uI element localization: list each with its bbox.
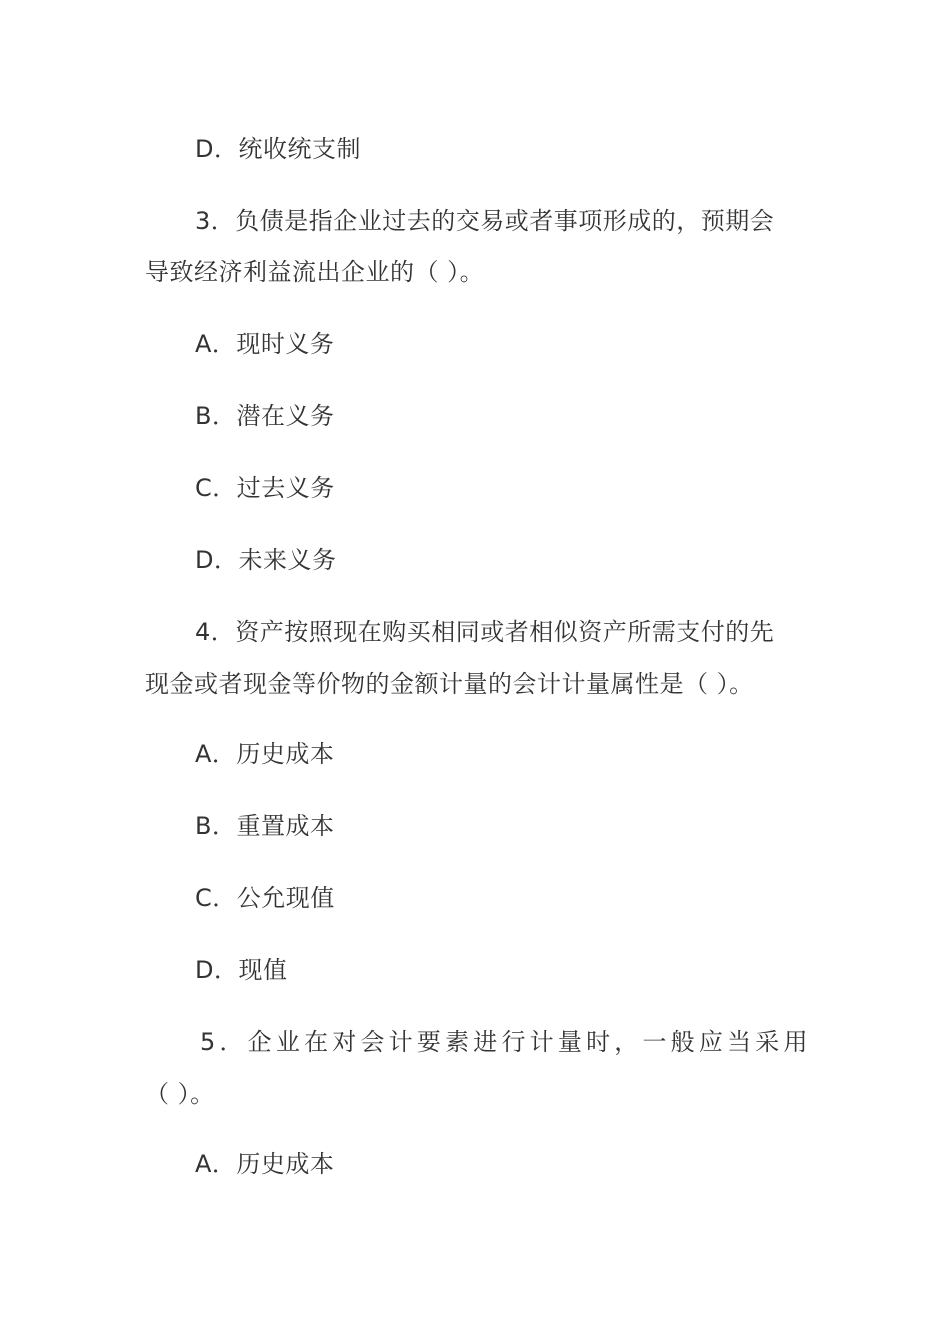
option-b-q3: B．潜在义务 (195, 402, 335, 430)
option-c-q4: C．公允现值 (195, 884, 335, 912)
question-4-line-1: 4．资产按照现在购买相同或者相似资产所需支付的先 (195, 618, 775, 646)
option-d-q4: D．现值 (195, 956, 288, 984)
question-5-line-2: （ ）。 (145, 1080, 215, 1108)
option-a-q4: A．历史成本 (195, 740, 335, 768)
option-c-q3: C．过去义务 (195, 474, 335, 502)
option-a-q5: A．历史成本 (195, 1150, 335, 1178)
option-d-q3: D．未来义务 (195, 546, 337, 574)
question-3-line-1: 3．负债是指企业过去的交易或者事项形成的，预期会 (195, 207, 775, 235)
option-a-q3: A．现时义务 (195, 330, 335, 358)
option-d-q2: D．统收统支制 (195, 135, 361, 163)
question-3-line-2: 导致经济利益流出企业的（ ）。 (145, 258, 485, 286)
question-4-line-2: 现金或者现金等价物的金额计量的会计计量属性是（ ）。 (145, 670, 754, 698)
question-5-line-1: 5．企业在对会计要素进行计量时，一般应当采用 (200, 1028, 812, 1056)
option-b-q4: B．重置成本 (195, 812, 335, 840)
